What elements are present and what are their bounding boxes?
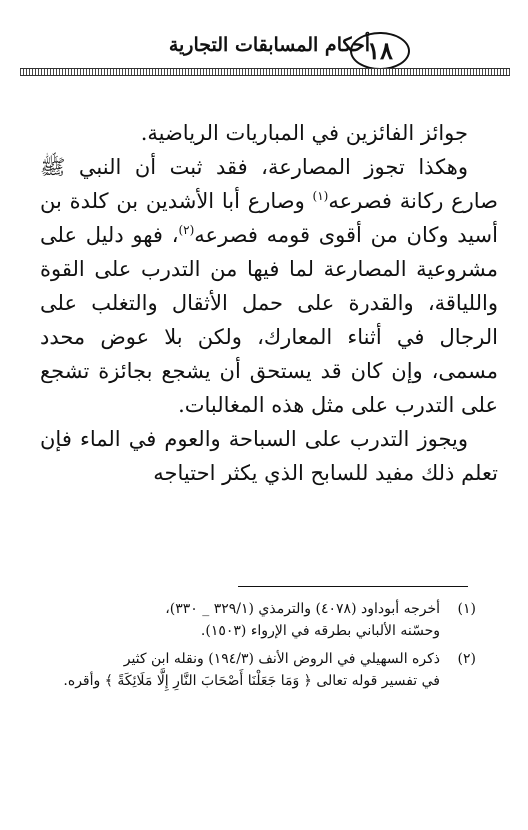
- body-line: ولكن بلا عوض محدد مسمى، وإن كان قد: [40, 325, 498, 383]
- footnote-separator: [238, 586, 468, 587]
- footnote-ref-1: (١): [312, 189, 329, 203]
- page-header: [20, 26, 510, 72]
- footnote-text: ذكره السهيلي في الروض الأنف (١٩٤/٣) ونقله ابن كثير: [123, 651, 440, 667]
- body-text: [40, 116, 498, 490]
- body-line: كلدة بن أسيد وكان من أقوى قومه فصرعه: [40, 189, 498, 247]
- body-line: يستحق أن يشجع بجائزة تشجع على التدرب على: [40, 359, 498, 417]
- body-line: فهو دليل على مشروعية المصارعة لما فيها من: [40, 223, 499, 281]
- body-line: صارع ركانة فصرعه: [328, 189, 498, 213]
- footnote-text: في تفسير قوله تعالى ﴿ وَمَا جَعَلْنَا أَصْحَابَ النَّارِ إِلَّا مَلَائِكَةً ﴾ وأقره.: [63, 673, 440, 689]
- paragraph-2: [40, 150, 498, 422]
- footnotes: [40, 598, 476, 698]
- footnote-1: [40, 598, 476, 642]
- footnote-2: [40, 648, 476, 692]
- body-punct: ،: [171, 223, 179, 247]
- header-rule: [20, 68, 510, 76]
- body-line: وهكذا تجوز المصارعة، فقد ثبت أن النبي ﷺ: [40, 155, 468, 179]
- footnote-number: (٢): [457, 651, 476, 667]
- footnote-text: وحسّنه الألباني بطرقه في الإرواء (١٥٠٣).: [200, 623, 440, 639]
- body-line: جوائز الفائزين في المباريات الرياضية.: [140, 121, 468, 145]
- footnote-number: (١): [457, 601, 476, 617]
- footnote-text: أخرجه أبوداود (٤٠٧٨) والترمذي (٣٢٩/١ _ ٣٣٠)،: [165, 601, 440, 617]
- footnote-ref-2: (٢): [178, 223, 195, 237]
- running-title: أحكام المسابقات التجارية: [168, 34, 370, 56]
- body-line: ويجوز التدرب على السباحة والعوم في الماء: [79, 427, 468, 451]
- body-line: التدرب على القوة واللياقة، والقدرة على حمل: [40, 257, 498, 315]
- paragraph-1: [40, 116, 498, 150]
- body-line: وصارع أبا الأشدين بن: [116, 189, 305, 213]
- paragraph-3: [40, 422, 498, 490]
- body-line: الأثقال والتغلب على الرجال في أثناء المعارك،: [40, 291, 498, 349]
- body-line: مثل هذه المغالبات.: [178, 393, 345, 417]
- body-line: فإن تعلم ذلك مفيد للسابح الذي يكثر احتياجه: [40, 427, 498, 485]
- page-number: ١٨: [350, 32, 410, 70]
